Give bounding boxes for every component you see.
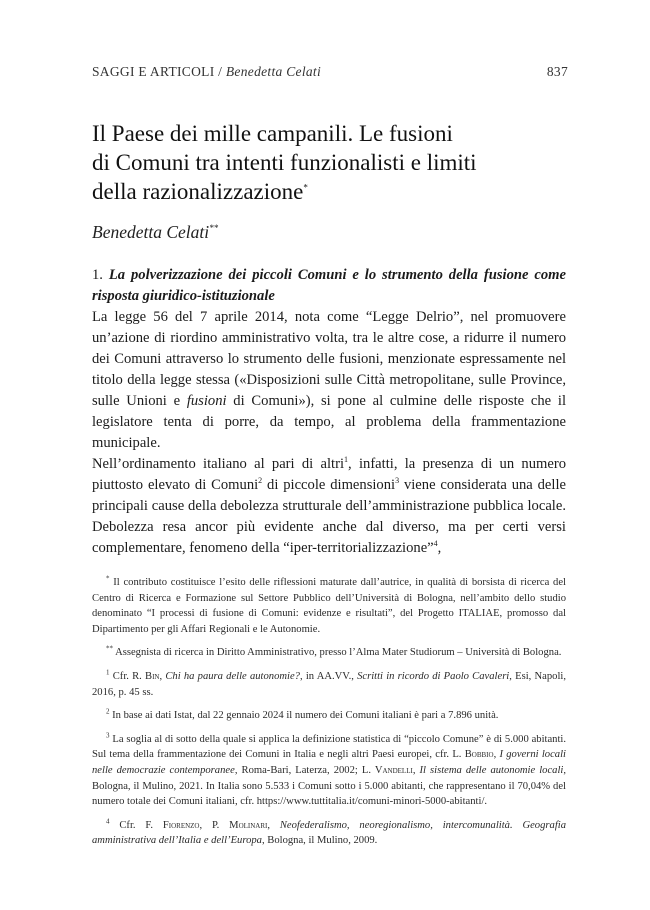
paragraph-2-text-a: Nell’ordinamento italiano al pari di altri: [92, 456, 345, 472]
footnote-4: [92, 818, 566, 849]
running-header-left: [92, 64, 321, 80]
footnotes: [92, 575, 566, 857]
footnote-4-title: Neofederalismo, neoregionalismo, intercomunalità. Geografia amministrativa dell’Italia e dell’Europa: [92, 819, 567, 847]
title-footnote-mark: *: [303, 182, 308, 193]
footnote-3-text-d: ,: [412, 764, 420, 776]
footnote-3-author-2: L. Vandelli: [361, 764, 413, 776]
footnote-double-star: [92, 645, 566, 661]
footnote-3-text-a: La soglia al di sotto della quale si applica la definizione statistica di “piccolo Comune” è di 5.000 abitanti. Sul tema della frammentazione dei Comuni in Italia e negli altri Paesi europei, cfr.: [92, 733, 567, 761]
footnote-3-mark: 3: [106, 731, 110, 740]
footnote-1: [92, 669, 566, 700]
article-body: [92, 265, 566, 559]
footnote-ref-1[interactable]: 1: [344, 455, 349, 465]
footnote-3-text-e: , Bologna, il Mulino, 2021. In Italia sono 5.533 i Comuni sotto i 5.000 abitanti, che rappresentano il 70,04% del numero totale dei Comuni italiani, cfr. https://www.tuttitalia.it/comuni-minori-5000-abitanti/.: [92, 764, 566, 808]
footnote-1-book: Scritti in ricordo di Paolo Cavaleri: [357, 670, 510, 682]
footnote-3-title-1: I governi locali nelle democrazie contemporanee: [92, 749, 566, 776]
paragraph-2-text-e: ,: [437, 540, 442, 556]
footnote-star-mark: *: [106, 574, 110, 583]
footnote-1-text-c: , in AA.VV.,: [299, 670, 358, 682]
author-name: Benedetta Celati: [92, 222, 210, 242]
header-author: Benedetta Celati: [225, 64, 322, 79]
footnote-4-text-a: Cfr.: [119, 819, 146, 831]
title-line-1: Il Paese dei mille campanili. Le fusioni: [92, 121, 453, 146]
footnote-3-author-1: L. Bobbio: [452, 749, 494, 761]
footnote-double-star-text: Assegnista di ricerca in Diritto Amministrativo, presso l’Alma Mater Studiorum – Università di Bologna.: [115, 647, 562, 659]
footnote-4-authors: F. Fiorenzo, P. Molinari: [145, 819, 268, 831]
journal-section: SAGGI E ARTICOLI: [92, 64, 215, 79]
paragraph-1: [92, 307, 566, 454]
footnote-ref-2[interactable]: 2: [258, 476, 263, 486]
footnote-ref-4[interactable]: 4: [433, 539, 438, 549]
paragraph-1-text-a: La legge 56 del 7 aprile 2014, nota come “Legge Delrio”, nel promuovere un’azione di riordino amministrativo volta, tra le altre cose, a ridurre il numero dei Comuni attraverso lo strumento delle fusioni, menzionate espressamente nel titolo della legge stessa («Disposizioni sulle Città metropolitane, sulle Province, sulle Unioni e: [92, 309, 566, 409]
footnote-4-text-c: , Bologna, il Mulino, 2009.: [261, 835, 378, 847]
footnote-3: [92, 732, 566, 810]
running-header: [92, 64, 568, 80]
footnote-3-title-2: Il sistema delle autonomie locali: [419, 764, 564, 776]
footnote-2: [92, 708, 566, 724]
footnote-double-star-mark: **: [106, 644, 113, 653]
paragraph-2: [92, 454, 566, 559]
paragraph-2-text-b: , infatti, la presenza di un numero piuttosto elevato di Comuni: [92, 456, 567, 493]
section-title: La polverizzazione dei piccoli Comuni e lo strumento della fusione come risposta giuridico-istituzionale: [92, 267, 566, 304]
footnote-1-mark: 1: [106, 668, 110, 677]
footnote-2-text: In base ai dati Istat, dal 22 gennaio 2024 il numero dei Comuni italiani è pari a 7.896 unità.: [112, 710, 499, 722]
footnote-3-text-c: , Roma-Bari, Laterza, 2002;: [234, 764, 362, 776]
author-footnote-mark: **: [209, 223, 219, 234]
paragraph-1-emphasis: fusioni: [186, 393, 227, 409]
footnote-1-author: R. Bin: [132, 670, 160, 682]
footnote-star: [92, 575, 566, 637]
article-title: [92, 119, 572, 206]
footnote-ref-3[interactable]: 3: [395, 476, 400, 486]
footnote-1-text-d: , Esi, Napoli, 2016, p. 45 ss.: [92, 670, 566, 698]
page-number: 837: [546, 64, 568, 79]
title-line-2: di Comuni tra intenti funzionalisti e limiti: [92, 150, 477, 175]
footnote-1-text-b: ,: [159, 670, 166, 682]
article-author: [92, 222, 218, 243]
footnote-2-mark: 2: [106, 707, 110, 716]
footnote-4-text-b: ,: [267, 819, 280, 831]
footnote-1-text-a: Cfr.: [112, 670, 133, 682]
footnote-3-text-b: ,: [493, 749, 500, 761]
paragraph-1-text-c: di Comuni»), si pone al culmine delle risposte che il legislatore tenta di porre, da tempo, al problema della frammentazione municipale.: [92, 393, 566, 451]
footnote-star-text: Il contributo costituisce l’esito delle riflessioni maturate dall’autrice, in qualità di borsista di ricerca del Centro di Ricerca e Formazione sul Settore Pubblico dell’Università di Bologna, nell’ambito dello studio denominato “I processi di fusione di Comuni: evidenze e risultati”, del Progetto ITALIAE, promosso dal Dipartimento per gli Affari Regionali e le Autonomie.: [92, 577, 566, 635]
footnote-4-mark: 4: [106, 817, 110, 826]
footnote-1-title: Chi ha paura delle autonomie?: [165, 670, 300, 682]
paragraph-2-text-c: di piccole dimensioni: [262, 477, 396, 493]
section-number: 1.: [92, 267, 103, 283]
paragraph-2-text-d: viene considerata una delle principali cause della debolezza strutturale dell’amministrazione pubblica locale. Debolezza resa ancor più evidente anche dal diverso, ma per certi versi complementare, fenomeno della “iper-territorializzazione”: [92, 477, 566, 556]
header-separator: /: [214, 64, 226, 79]
section-heading: [92, 265, 566, 307]
title-line-3: della razionalizzazione: [92, 179, 304, 204]
